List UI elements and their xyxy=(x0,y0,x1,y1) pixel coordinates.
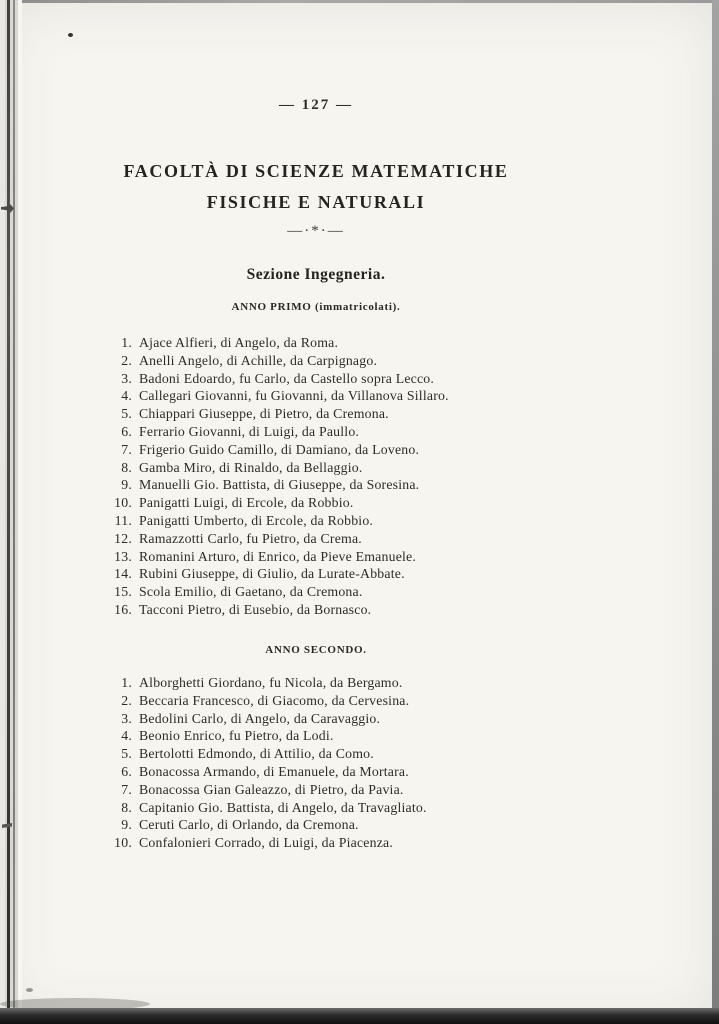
subsection-heading-anno-secondo: ANNO SECONDO. xyxy=(265,644,367,656)
entry-number: 4. xyxy=(121,728,132,744)
entry-number: 8. xyxy=(121,459,132,475)
entry-number: 13. xyxy=(114,548,132,564)
entry-text: Badoni Edoardo, fu Carlo, da Castello sopra Lecco. xyxy=(139,370,435,386)
scan-edge-bottom xyxy=(0,1008,719,1024)
entry-text: Ajace Alfieri, di Angelo, da Roma. xyxy=(139,335,339,350)
list-entry xyxy=(60,565,572,583)
entry-text: Panigatti Umberto, di Ercole, da Robbio. xyxy=(139,512,374,528)
list-entry xyxy=(60,727,572,745)
scan-edge-right xyxy=(712,0,719,1024)
entry-number: 5. xyxy=(121,746,132,762)
list-entry xyxy=(60,476,572,494)
list-entry xyxy=(60,692,572,710)
entry-number: 12. xyxy=(114,530,132,546)
list-entry xyxy=(60,583,572,601)
entry-number: 8. xyxy=(121,799,132,815)
entry-text: Anelli Angelo, di Achille, da Carpignago. xyxy=(139,352,378,368)
entry-text: Gamba Miro, di Rinaldo, da Bellaggio. xyxy=(139,459,363,475)
list-entry xyxy=(60,816,572,834)
list-entry xyxy=(60,459,572,477)
entry-number: 10. xyxy=(114,835,132,851)
binding-line xyxy=(13,0,15,1014)
ornament-divider: —·*·— xyxy=(287,223,345,239)
entry-text: Bedolini Carlo, di Angelo, da Caravaggio. xyxy=(139,710,381,726)
binding-line xyxy=(7,0,10,1014)
entry-number: 3. xyxy=(121,370,132,386)
entry-number: 3. xyxy=(121,710,132,726)
list-entry xyxy=(60,530,572,548)
list-entry xyxy=(60,781,572,799)
title-line-1: FACOLTÀ DI SCIENZE MATEMATICHE xyxy=(123,161,509,181)
section-title: Sezione Ingegneria. xyxy=(246,266,386,283)
entry-text: Beonio Enrico, fu Pietro, da Lodi. xyxy=(139,728,334,744)
subsection-heading-anno-primo: ANNO PRIMO (immatricolati). xyxy=(231,301,401,313)
entry-number: 5. xyxy=(121,406,132,422)
list-entry xyxy=(60,387,572,405)
entry-number: 6. xyxy=(121,763,132,779)
list-entry xyxy=(60,441,572,459)
list-entry xyxy=(60,799,572,817)
entry-number: 6. xyxy=(121,423,132,439)
entry-text: Frigerio Guido Camillo, di Damiano, da Loveno. xyxy=(139,441,420,457)
entry-number: 1. xyxy=(121,335,132,350)
student-list-anno-secondo xyxy=(60,674,572,852)
entry-number: 2. xyxy=(121,692,132,708)
entry-number: 2. xyxy=(121,352,132,368)
entry-number: 1. xyxy=(121,675,132,690)
list-entry xyxy=(60,710,572,728)
entry-number: 15. xyxy=(114,584,132,600)
entry-text: Tacconi Pietro, di Eusebio, da Bornasco. xyxy=(139,601,372,617)
page-number: — 127 — xyxy=(279,97,353,113)
entry-text: Bonacossa Armando, di Emanuele, da Mortara. xyxy=(139,763,409,779)
scan-speck xyxy=(26,988,33,992)
list-entry xyxy=(60,494,572,512)
list-entry xyxy=(60,763,572,781)
entry-number: 16. xyxy=(114,601,132,617)
list-entry xyxy=(60,674,572,692)
list-entry xyxy=(60,352,572,370)
entry-number: 11. xyxy=(114,512,132,528)
page-title xyxy=(60,156,572,218)
entry-text: Bertolotti Edmondo, di Attilio, da Como. xyxy=(139,746,374,762)
entry-number: 9. xyxy=(121,477,132,493)
entry-text: Confalonieri Corrado, di Luigi, da Piacenza. xyxy=(139,835,394,851)
entry-number: 9. xyxy=(121,817,132,833)
entry-text: Chiappari Giuseppe, di Pietro, da Cremona. xyxy=(139,406,389,422)
entry-text: Capitanio Gio. Battista, di Angelo, da Travagliato. xyxy=(139,799,427,815)
list-entry xyxy=(60,512,572,530)
entry-text: Bonacossa Gian Galeazzo, di Pietro, da Pavia. xyxy=(139,781,404,797)
entry-number: 7. xyxy=(121,781,132,797)
entry-text: Callegari Giovanni, fu Giovanni, da Villanova Sillaro. xyxy=(139,388,449,404)
entry-number: 7. xyxy=(121,441,132,457)
page-content xyxy=(60,0,572,1024)
entry-text: Panigatti Luigi, di Ercole, da Robbio. xyxy=(139,495,354,511)
entry-text: Rubini Giuseppe, di Giulio, da Lurate-Abbate. xyxy=(139,566,405,582)
entry-number: 4. xyxy=(121,388,132,404)
list-entry xyxy=(60,834,572,852)
entry-text: Scola Emilio, di Gaetano, da Cremona. xyxy=(139,584,363,600)
list-entry xyxy=(60,370,572,388)
entry-text: Manuelli Gio. Battista, di Giuseppe, da Soresina. xyxy=(139,477,420,493)
entry-text: Ceruti Carlo, di Orlando, da Cremona. xyxy=(139,817,359,833)
title-line-2: FISICHE E NATURALI xyxy=(206,192,426,212)
list-entry xyxy=(60,334,572,352)
entry-number: 10. xyxy=(114,495,132,511)
list-entry xyxy=(60,405,572,423)
list-entry xyxy=(60,548,572,566)
binding-edge xyxy=(0,0,22,1024)
list-entry xyxy=(60,601,572,619)
entry-number: 14. xyxy=(114,566,132,582)
entry-text: Romanini Arturo, di Enrico, da Pieve Emanuele. xyxy=(139,548,417,564)
student-list-anno-primo xyxy=(60,334,572,619)
list-entry xyxy=(60,745,572,763)
entry-text: Ferrario Giovanni, di Luigi, da Paullo. xyxy=(139,423,360,439)
entry-text: Ramazzotti Carlo, fu Pietro, da Crema. xyxy=(139,530,362,546)
entry-text: Beccaria Francesco, di Giacomo, da Cervesina. xyxy=(139,692,410,708)
entry-text: Alborghetti Giordano, fu Nicola, da Bergamo. xyxy=(139,675,403,690)
list-entry xyxy=(60,423,572,441)
